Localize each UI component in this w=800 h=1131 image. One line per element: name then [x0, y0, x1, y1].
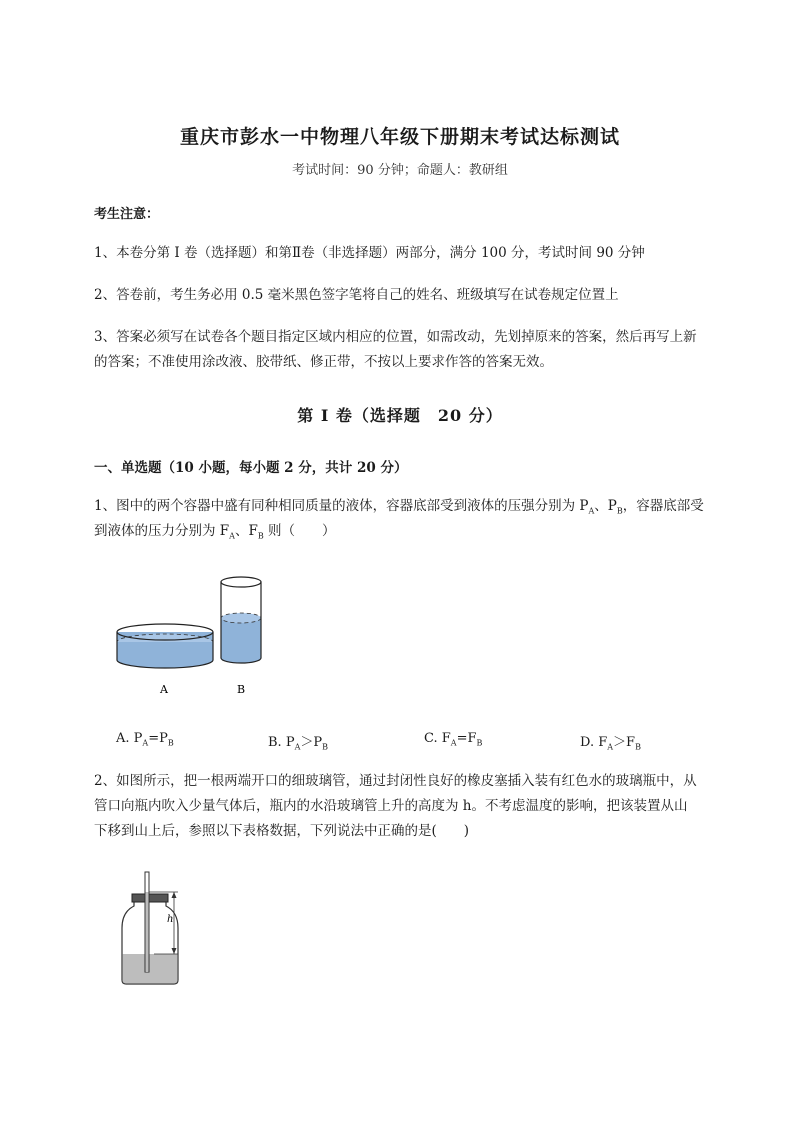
question-1-text: 到液体的压力分别为 $F_A$、$F_B$ 则（ ）	[94, 523, 336, 541]
question-1-text: 1、图中的两个容器中盛有同种相同质量的液体，容器底部受到液体的压强分别为 $P_A$、$P_B$，容器底部受	[94, 498, 704, 516]
question-2-figure	[112, 870, 192, 990]
question-1-figure	[105, 570, 280, 700]
page-title: 重庆市彭水一中物理八年级下册期末考试达标测试	[179, 126, 620, 148]
notice-item: 1、本卷分第 I 卷（选择题）和第Ⅱ卷（非选择题）两部分，满分 100 分，考试时间 90 分钟	[94, 245, 645, 261]
figure-label-b: B	[237, 683, 246, 696]
notice-item: 3、答案必须写在试卷各个题目指定区域内相应的位置，如需改动，先划掉原来的答案，然后再写上新	[94, 329, 697, 345]
container-a	[117, 624, 213, 668]
notice-item: 2、答卷前，考生务必用 0.5 毫米黑色签字笔将自己的姓名、班级填写在试卷规定位置上	[94, 287, 619, 303]
option-a[interactable]: A. $P_A=P_B$	[116, 731, 174, 748]
section-title: 第 I 卷（选择题 20 分）	[297, 406, 503, 425]
figure-label-a: A	[160, 683, 168, 696]
question-2-text: 下移到山上后，参照以下表格数据，下列说法中正确的是( )	[94, 823, 470, 839]
option-c[interactable]: C. $F_A=F_B$	[424, 731, 483, 748]
part-heading: 一、单选题（10 小题，每小题 2 分，共计 20 分）	[94, 460, 408, 476]
option-d[interactable]: D. $F_A>F_B$	[580, 735, 641, 752]
notice-item: 的答案；不准使用涂改液、胶带纸、修正带，不按以上要求作答的答案无效。	[94, 354, 553, 370]
container-b	[221, 577, 261, 663]
question-2-text: 2、如图所示，把一根两端开口的细玻璃管，通过封闭性良好的橡皮塞插入装有红色水的玻璃瓶中，从	[94, 773, 697, 789]
exam-info: 考试时间：90 分钟；命题人：教研组	[292, 163, 508, 178]
notice-heading: 考生注意：	[94, 207, 160, 222]
height-label: h	[167, 914, 174, 925]
question-2-text: 管口向瓶内吹入少量气体后，瓶内的水沿玻璃管上升的高度为 h。不考虑温度的影响，把该装置从山	[94, 798, 688, 814]
option-b[interactable]: B. $P_A>P_B$	[268, 735, 328, 752]
